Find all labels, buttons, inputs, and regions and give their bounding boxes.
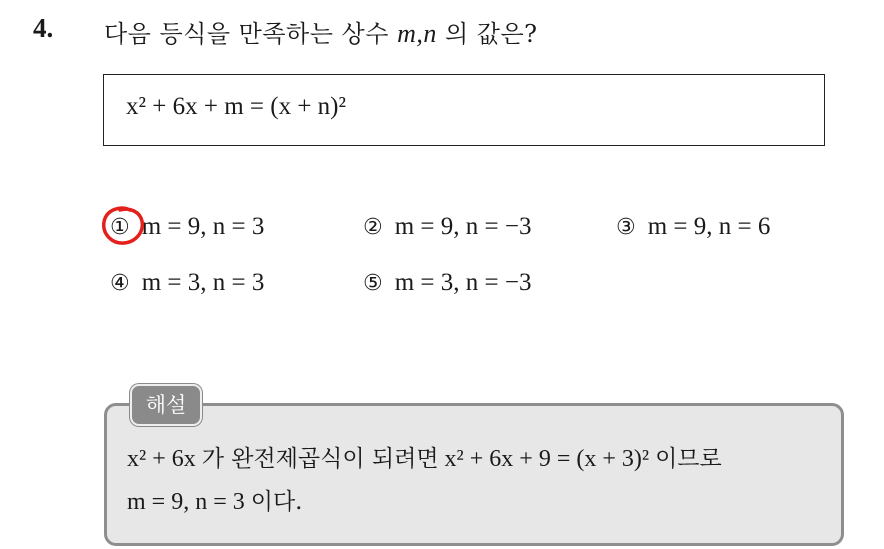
question-prompt-end: 의 값은? bbox=[444, 20, 538, 48]
choice-text: m = 9, n = 6 bbox=[647, 213, 771, 240]
choice-number: ② bbox=[363, 215, 383, 240]
equation-rhs: (x + n)² bbox=[270, 93, 346, 120]
question-prompt: 다음 등식을 만족하는 상수 bbox=[104, 20, 389, 48]
solution-expr-1: x² + 6x bbox=[127, 446, 196, 472]
solution-box bbox=[104, 403, 844, 546]
choice-5[interactable] bbox=[363, 269, 531, 297]
choice-text: m = 9, n = −3 bbox=[394, 213, 532, 240]
choice-text: m = 9, n = 3 bbox=[141, 213, 265, 240]
question-text bbox=[104, 14, 538, 49]
choice-2[interactable] bbox=[363, 213, 531, 241]
solution-text-1: 가 완전제곱식이 되려면 bbox=[201, 446, 439, 472]
choice-number: ④ bbox=[110, 271, 130, 296]
question-vars: m,n bbox=[397, 19, 437, 48]
choice-number: ⑤ bbox=[363, 271, 383, 296]
choice-text: m = 3, n = 3 bbox=[141, 269, 265, 296]
solution-line-1 bbox=[127, 440, 722, 473]
answer-circle-mark bbox=[100, 204, 152, 248]
equation-box bbox=[103, 74, 825, 146]
choice-number: ③ bbox=[616, 215, 636, 240]
solution-text-3: 이다. bbox=[250, 489, 303, 515]
choice-4[interactable] bbox=[110, 269, 264, 297]
choice-3[interactable] bbox=[616, 213, 770, 241]
choice-number: ① bbox=[110, 215, 130, 240]
solution-text-2: 이므로 bbox=[655, 446, 722, 472]
equation bbox=[126, 93, 346, 121]
choice-text: m = 3, n = −3 bbox=[394, 269, 532, 296]
question-number: 4. bbox=[33, 13, 54, 43]
solution-expr-3: m = 9, n = 3 bbox=[127, 489, 245, 515]
solution-tag: 해설 bbox=[130, 384, 202, 426]
equation-equals: = bbox=[249, 93, 264, 120]
equation-lhs: x² + 6x + m bbox=[126, 93, 244, 120]
solution-expr-2: x² + 6x + 9 = (x + 3)² bbox=[444, 446, 650, 472]
solution-line-2 bbox=[127, 483, 303, 516]
